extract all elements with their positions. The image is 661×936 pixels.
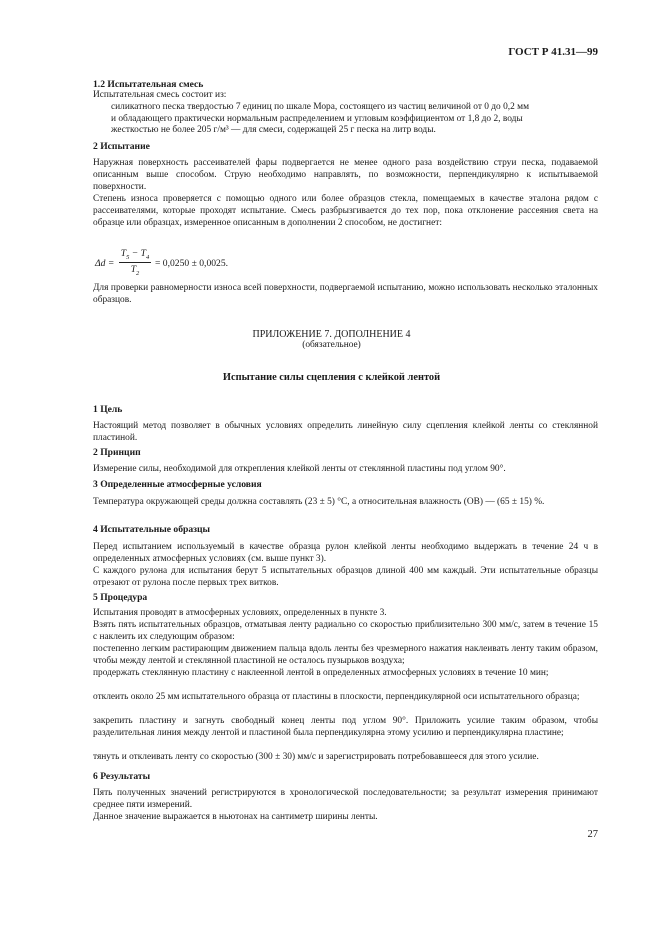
appendix-section-2-heading: 2 Принцип	[93, 447, 141, 458]
appendix-section-4-heading: 4 Испытательные образцы	[93, 524, 211, 535]
appendix-title: ПРИЛОЖЕНИЕ 7. ДОПОЛНЕНИЕ 4	[252, 329, 411, 340]
appendix-section-5-paragraph-2: Взять пять испытательных образцов, отматывая ленту радиально со скоростью приблизительно 300 мм/с, затем в течение 15 с наклеить их следующим образом:	[93, 620, 598, 643]
appendix-section-5-paragraph-7: тянуть и отклеивать ленту со скоростью (300 ± 30) мм/с и зарегистрировать потребовавшееся для этого усилие.	[93, 752, 539, 762]
formula-lhs: Δd =	[95, 258, 115, 269]
section-2-paragraph-1: Наружная поверхность рассеивателей фары подвергается не менее одного раза воздействию струи песка, подаваемой описанным выше способом. Струю необходимо направлять, по возможности, перпендикулярно к испытываемой поверхности.	[93, 158, 598, 193]
appendix-section-6-paragraph-1: Пять полученных значений регистрируются в хронологической последовательности; за результат измерения принимают среднее пяти измерений.	[93, 788, 598, 811]
section-2-paragraph-2: Степень износа проверяется с помощью одного или более образцов стекла, помещаемых в качестве эталона рядом с рассеивателями, которые проходят испытание. Смесь разбрызгивается до тех пор, пока отклонение рассеяния света на образце или образцах, измеренное описанным в дополнении 2 способом, не достигнет:	[93, 194, 598, 229]
formula-denominator: $T_2$	[130, 263, 140, 277]
appendix-section-5-paragraph-3: постепенно легким растирающим движением пальца вдоль ленты без чрезмерного нажатия наклеивать ленту таким образом, чтобы между лентой и стеклянной пластиной не осталось пузырьков воздуха;	[93, 644, 598, 667]
page-number: 27	[587, 829, 598, 840]
section-2-heading: 2 Испытание	[93, 141, 150, 152]
fraction-bar	[119, 262, 151, 263]
appendix-section-3-heading: 3 Определенные атмосферные условия	[93, 479, 262, 490]
formula-numerator: $T_5 - T_4$	[120, 248, 150, 261]
appendix-section-1-heading: 1 Цель	[93, 404, 123, 415]
appendix-heading: Испытание силы сцепления с клейкой лентой	[222, 372, 441, 383]
section-1-2-heading: 1.2 Испытательная смесь	[93, 79, 204, 90]
appendix-section-5-paragraph-6: закрепить пластину и загнуть свободный конец ленты под углом 90°. Приложить усилие таким образом, чтобы разделительная линия между лентой и пластиной была перпендикулярна этому усилию и перпендикулярна пластине;	[93, 716, 598, 739]
appendix-subtitle: (обязательное)	[302, 340, 361, 350]
section-1-2-intro: Испытательная смесь состоит из:	[93, 90, 227, 100]
section-1-2-line-1: силикатного песка твердостью 7 единиц по шкале Мора, состоящего из частиц величиной от 0 до 0,2 мм	[111, 102, 530, 112]
section-1-2-line-2: и обладающего практически нормальным распределением и угловым коэффициентом от 1,8 до 2, воды	[111, 114, 523, 124]
section-2-paragraph-3: Для проверки равномерности износа всей поверхности, подвергаемой испытанию, можно использовать несколько эталонных образцов.	[93, 283, 598, 306]
formula-rhs: = 0,0250 ± 0,0025.	[155, 258, 229, 269]
appendix-section-6-paragraph-2: Данное значение выражается в ньютонах на сантиметр ширины ленты.	[93, 812, 378, 822]
appendix-section-5-paragraph-5: отклеить около 25 мм испытательного образца от пластины в плоскости, перпендикулярной оси испытательного образца;	[93, 692, 580, 702]
formula	[95, 248, 295, 278]
appendix-section-5-paragraph-4: продержать стеклянную пластину с наклеенной лентой в определенных атмосферных условиях в течение 10 мин;	[93, 668, 549, 678]
appendix-section-6-heading: 6 Результаты	[93, 771, 151, 782]
appendix-section-5-heading: 5 Процедура	[93, 592, 148, 603]
appendix-section-3-text: Температура окружающей среды должна составлять (23 ± 5) °С, а относительная влажность (ОВ) — (65 ± 15) %.	[93, 497, 545, 507]
formula-fraction	[119, 248, 151, 277]
appendix-section-1-text: Настоящий метод позволяет в обычных условиях определить линейную силу сцепления клейкой ленты со стеклянной пластиной.	[93, 421, 598, 444]
appendix-section-5-paragraph-1: Испытания проводят в атмосферных условиях, определенных в пункте 3.	[93, 608, 387, 618]
appendix-section-2-text: Измерение силы, необходимой для открепления клейкой ленты от стеклянной пластины под углом 90°.	[93, 464, 506, 474]
section-1-2-line-3: жесткостью не более 205 г/м³ — для смеси, содержащей 25 г песка на литр воды.	[111, 125, 436, 135]
appendix-section-4-paragraph-2: С каждого рулона для испытания берут 5 испытательных образцов длиной 400 мм каждый. Эти испытательные образцы отрезают от рулона после первых трех витков.	[93, 566, 598, 589]
document-header-id: ГОСТ Р 41.31—99	[508, 46, 598, 58]
appendix-section-4-paragraph-1: Перед испытанием используемый в качестве образца рулон клейкой ленты необходимо выдержать в течение 24 ч в определенных атмосферных условиях (см. выше пункт 3).	[93, 542, 598, 565]
